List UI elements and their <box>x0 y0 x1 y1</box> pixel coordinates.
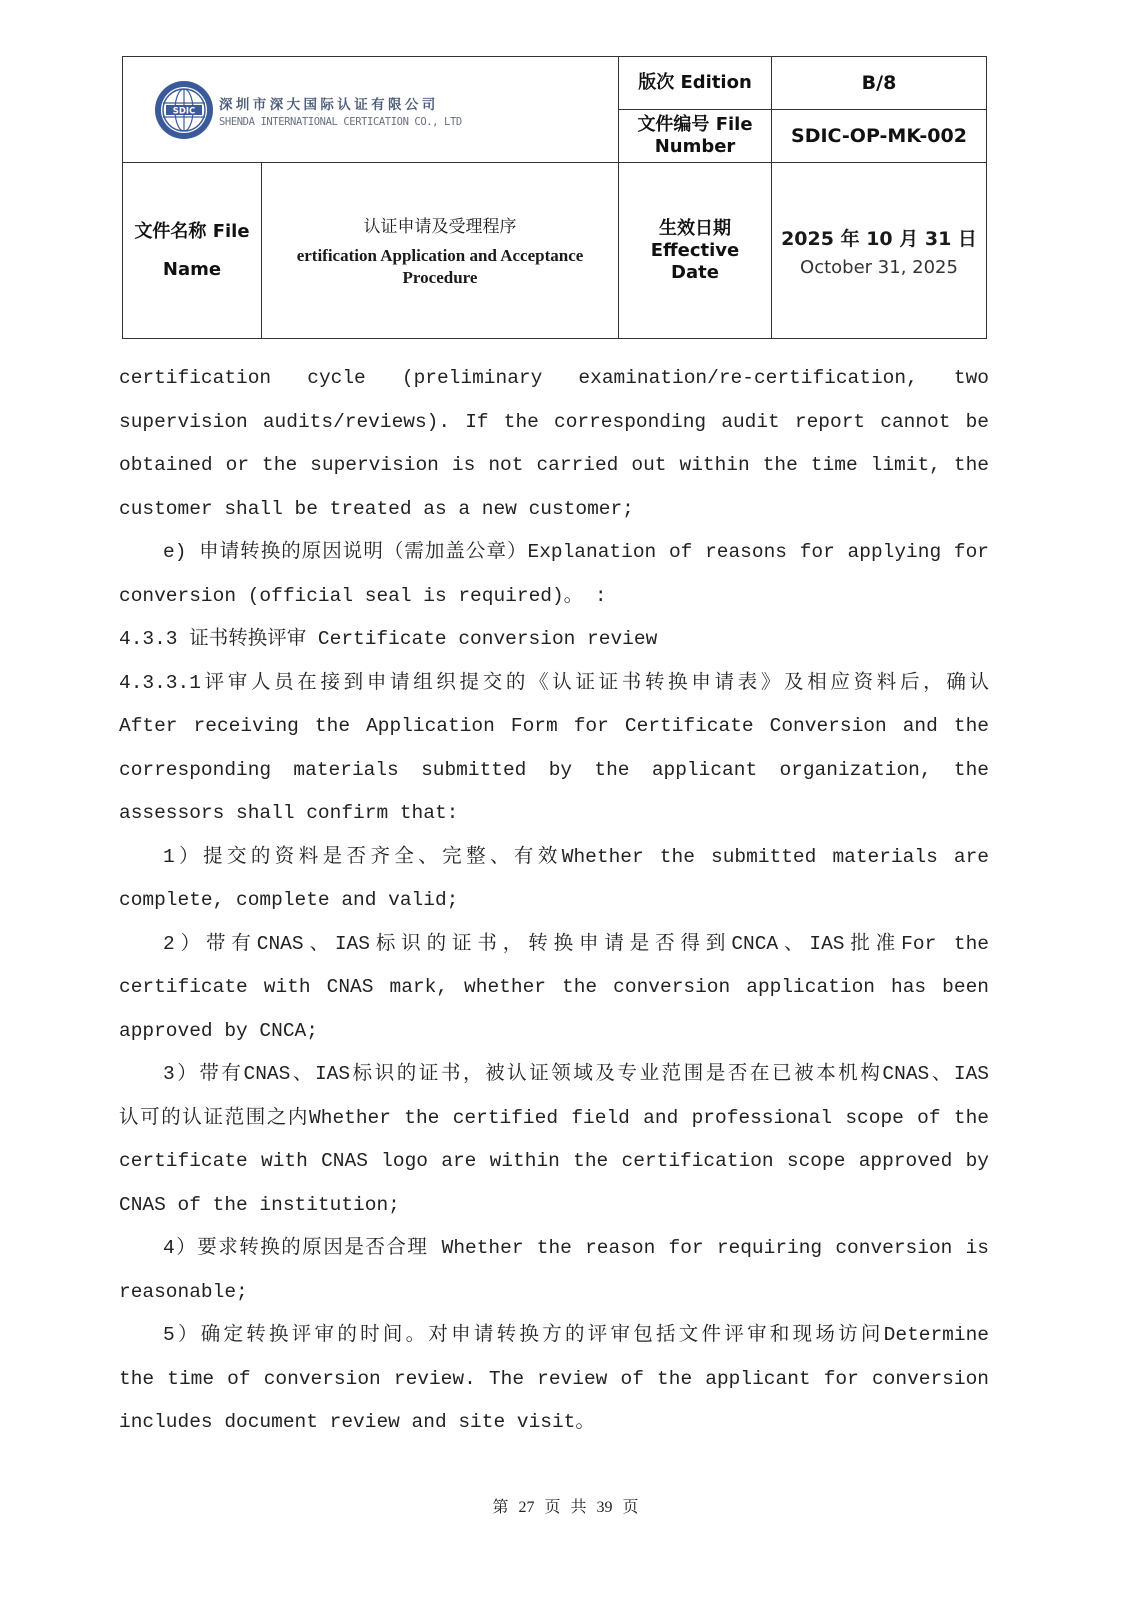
body-text-line: obtained or the supervision is not carried out within the time limit, the <box>119 454 989 476</box>
body-text-line: 3）带有CNAS、IAS标识的证书，被认证领域及专业范围是否在已被本机构CNAS、IAS <box>163 1063 989 1085</box>
sdic-globe-logo-icon <box>153 79 215 141</box>
body-text-line: 2）带有CNAS、IAS标识的证书，转换申请是否得到CNCA、IAS批准For the <box>163 932 989 955</box>
body-text-line: assessors shall confirm that: <box>119 802 459 824</box>
document-body <box>119 357 989 1445</box>
body-text-line: 1）提交的资料是否齐全、完整、有效Whether the submitted materials are <box>163 845 989 868</box>
body-text-line: complete, complete and valid; <box>119 889 459 911</box>
file-name-label-line1: 文件名称 File <box>134 220 250 242</box>
body-text-line: CNAS of the institution; <box>119 1193 400 1216</box>
body-text-line: certification cycle (preliminary examination/re-certification, two <box>119 367 989 389</box>
body-text-line: conversion (official seal is required)。 : <box>119 584 607 607</box>
body-text-line: approved by CNCA; <box>119 1019 318 1042</box>
file-name-cn: 认证申请及受理程序 <box>363 217 517 237</box>
file-number-label-line1: 文件编号 File <box>637 114 753 135</box>
effective-date-label-line1: 生效日期 <box>659 217 731 239</box>
company-logo-cell <box>123 57 619 163</box>
effective-date-value <box>772 163 987 339</box>
edition-label: 版次 Edition <box>619 57 772 110</box>
body-text-line: certificate with CNAS logo are within the certification scope approved by <box>119 1150 989 1172</box>
file-name-label-line2: Name <box>162 258 222 280</box>
svg-text:SDIC: SDIC <box>172 106 196 117</box>
file-number-label-line2: Number <box>654 136 736 157</box>
body-text-line: customer shall be treated as a new customer; <box>119 497 634 520</box>
effective-date-label-line3: Date <box>671 261 719 283</box>
body-text-line: the time of conversion review. The review of the applicant for conversion <box>119 1367 989 1390</box>
body-text-line: 4.3.3.1评审人员在接到申请组织提交的《认证证书转换申请表》及相应资料后，确认 <box>119 671 989 694</box>
page-number: 第 27 页 共 39 页 <box>492 1499 639 1516</box>
file-number-value: SDIC-OP-MK-002 <box>772 110 987 163</box>
edition-value: B/8 <box>772 57 987 110</box>
body-text-line: 4）要求转换的原因是否合理 Whether the reason for requiring conversion is <box>163 1237 989 1259</box>
body-text-line: supervision audits/reviews). If the corresponding audit report cannot be <box>119 410 989 433</box>
body-text-line: 5）确定转换评审的时间。对申请转换方的评审包括文件评审和现场访问Determine <box>163 1324 989 1346</box>
body-text-line: 4.3.3 证书转换评审 Certificate conversion review <box>119 628 658 650</box>
body-text-line: After receiving the Application Form for Certificate Conversion and the <box>119 715 989 737</box>
effective-date-label <box>619 163 772 339</box>
body-text-line: includes document review and site visit。 <box>119 1411 595 1433</box>
body-text-line: reasonable; <box>119 1280 248 1303</box>
document-header-table <box>122 56 987 339</box>
file-name-value <box>262 163 619 339</box>
file-number-label <box>619 110 772 163</box>
company-name-en: SHENDA INTERNATIONAL CERTICATION CO., LTD <box>219 116 462 128</box>
body-text-line: certificate with CNAS mark, whether the conversion application has been <box>119 976 989 998</box>
company-name-cn: 深圳市深大国际认证有限公司 <box>219 97 439 113</box>
file-name-en-line2: Procedure <box>402 268 478 287</box>
effective-date-label-line2: Effective <box>650 239 740 261</box>
body-text-line: e) 申请转换的原因说明（需加盖公章）Explanation of reasons for applying for <box>163 541 989 563</box>
effective-date-cn: 2025 年 10 月 31 日 <box>781 227 977 250</box>
body-text-line: 认可的认证范围之内Whether the certified field and professional scope of the <box>119 1106 989 1129</box>
body-text-line: corresponding materials submitted by the applicant organization, the <box>119 758 989 781</box>
file-name-en-line1: ertification Application and Acceptance <box>296 246 584 265</box>
file-name-label <box>123 163 262 339</box>
effective-date-en: October 31, 2025 <box>800 256 958 278</box>
